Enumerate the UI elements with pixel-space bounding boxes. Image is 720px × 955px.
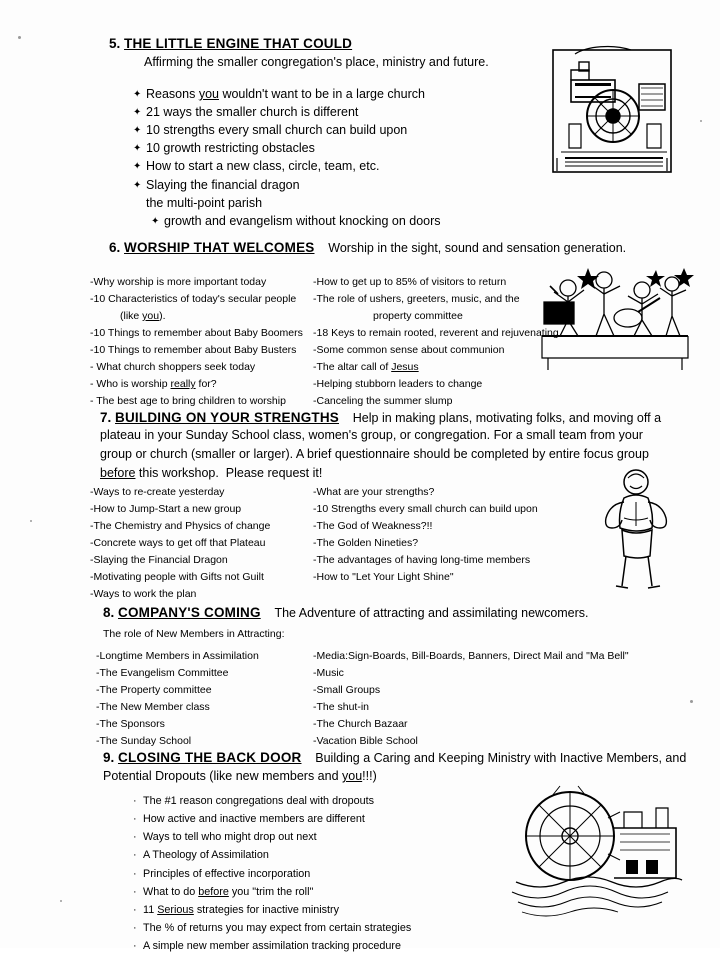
list-item: - What church shoppers seek today xyxy=(90,361,256,373)
list-item: -The advantages of having long-time members xyxy=(313,554,531,566)
dot-bullet-icon: · xyxy=(133,849,137,862)
list-item: -Canceling the summer slump xyxy=(313,395,453,407)
list-item: ✦ Reasons you wouldn't want to be in a large church xyxy=(133,86,425,101)
section-9 xyxy=(103,750,687,785)
list-item: -Some common sense about communion xyxy=(313,344,505,356)
section-9-subtitle-line-1: Building a Caring and Keeping Ministry with Inactive Members, and xyxy=(315,751,687,765)
section-7-right-column xyxy=(313,484,563,586)
section-8-left-column xyxy=(96,648,311,750)
section-6 xyxy=(109,240,669,255)
dot-bullet-icon: · xyxy=(133,940,137,952)
scan-speck xyxy=(18,36,21,39)
list-item: - The best age to bring children to worship xyxy=(90,395,286,407)
list-item: -Ways to re-create yesterday xyxy=(90,486,225,498)
list-item: -The role of ushers, greeters, music, and the xyxy=(313,293,520,305)
section-7-heading xyxy=(100,410,670,425)
list-item: -10 Characteristics of today's secular people xyxy=(90,293,297,305)
section-9-bullet-list xyxy=(133,792,493,955)
paddle-wheel-riverboat-illustration xyxy=(508,782,688,922)
scan-speck xyxy=(30,520,32,522)
list-item: -Music xyxy=(313,667,344,679)
list-item: -10 Strengths every small church can build upon xyxy=(313,503,538,515)
diamond-bullet-icon: ✦ xyxy=(133,179,142,191)
list-item: -Slaying the Financial Dragon xyxy=(90,554,228,566)
list-item: ✦ growth and evangelism without knocking on doors xyxy=(151,213,441,228)
list-item: · Ways to tell who might drop out next xyxy=(133,828,493,846)
list-item: · 11 Serious strategies for inactive ministry xyxy=(133,901,493,919)
list-item: (like you). xyxy=(120,310,166,322)
list-item: -What are your strengths? xyxy=(313,486,435,498)
scan-speck xyxy=(690,700,693,703)
list-item: ✦ 10 growth restricting obstacles xyxy=(133,141,315,156)
list-item: -How to "Let Your Light Shine" xyxy=(313,571,454,583)
section-7-title: BUILDING ON YOUR STRENGTHS xyxy=(115,410,339,425)
strong-man-flexing-illustration xyxy=(578,458,698,598)
list-item: -Helping stubborn leaders to change xyxy=(313,378,483,390)
list-item: -The Evangelism Committee xyxy=(96,667,229,679)
list-item: -How to Jump-Start a new group xyxy=(90,503,242,515)
diamond-bullet-icon: ✦ xyxy=(133,143,142,155)
section-6-right-column xyxy=(313,274,563,410)
dot-bullet-icon: · xyxy=(133,831,137,844)
list-item: -Media:Sign-Boards, Bill-Boards, Banners, Direct Mail and "Ma Bell" xyxy=(313,650,629,662)
list-item: -The shut-in xyxy=(313,701,370,713)
list-item: · How active and inactive members are different xyxy=(133,810,493,828)
list-item: ✦ 10 strengths every small church can build upon xyxy=(133,123,408,138)
section-8-lead-in: The role of New Members in Attracting: xyxy=(103,628,285,640)
list-item: -The God of Weakness?!! xyxy=(313,520,433,532)
section-7-subtitle-line-3: group or church (smaller or larger). A brief questionnaire should be completed by entire focus group xyxy=(100,446,649,461)
section-5-title: THE LITTLE ENGINE THAT COULD xyxy=(124,36,353,51)
section-9-title: CLOSING THE BACK DOOR xyxy=(118,750,302,765)
diamond-bullet-icon: ✦ xyxy=(151,215,160,227)
section-6-number: 6. xyxy=(109,240,121,255)
dot-bullet-icon: · xyxy=(133,903,137,916)
list-item: ✦ Slaying the financial dragon xyxy=(133,177,300,192)
list-item: -The altar call of Jesus xyxy=(313,361,419,373)
dot-bullet-icon: · xyxy=(133,813,137,826)
list-item: ✦ 21 ways the smaller church is different xyxy=(133,105,359,119)
list-item: · What to do before you "trim the roll" xyxy=(133,883,493,901)
list-item: -Concrete ways to get off that Plateau xyxy=(90,537,266,549)
diamond-bullet-icon: ✦ xyxy=(133,107,142,118)
list-item: -Ways to work the plan xyxy=(90,588,197,600)
dot-bullet-icon: · xyxy=(133,885,137,898)
list-item: -Why worship is more important today xyxy=(90,276,267,288)
list-item: -Small Groups xyxy=(313,684,381,696)
section-8-right-column xyxy=(313,648,643,750)
list-item: -The Golden Nineties? xyxy=(313,537,419,549)
list-item: -Longtime Members in Assimilation xyxy=(96,650,259,662)
section-8 xyxy=(103,605,673,640)
list-item: · The % of returns you may expect from certain strategies xyxy=(133,919,493,937)
list-item: -10 Things to remember about Baby Busters xyxy=(90,344,297,356)
section-9-subtitle-line-2: Potential Dropouts (like new members and you!!!) xyxy=(103,769,377,783)
list-item: · A simple new member assimilation tracking procedure xyxy=(133,937,493,955)
diamond-bullet-icon: ✦ xyxy=(133,88,142,100)
section-6-heading xyxy=(109,240,669,255)
section-8-title: COMPANY'S COMING xyxy=(118,605,261,620)
section-6-left-column xyxy=(90,274,305,410)
section-8-number: 8. xyxy=(103,605,115,620)
list-item: ✦ How to start a new class, circle, team, etc. xyxy=(133,159,380,174)
section-5-number: 5. xyxy=(109,36,121,51)
list-item: the multi-point parish xyxy=(146,195,263,210)
dot-bullet-icon: · xyxy=(133,795,137,807)
section-6-title: WORSHIP THAT WELCOMES xyxy=(124,240,315,255)
diamond-bullet-icon: ✦ xyxy=(133,125,142,137)
list-item: -The New Member class xyxy=(96,701,210,713)
section-7-number: 7. xyxy=(100,410,112,425)
list-item: · Principles of effective incorporation xyxy=(133,865,493,883)
diamond-bullet-icon: ✦ xyxy=(133,161,142,173)
list-item: -The Church Bazaar xyxy=(313,718,408,730)
list-item: · A Theology of Assimilation xyxy=(133,846,493,864)
list-item: -18 Keys to remain rooted, reverent and rejuvenating xyxy=(313,327,559,339)
list-item: -Motivating people with Gifts not Guilt xyxy=(90,571,264,583)
list-item: -Vacation Bible School xyxy=(313,735,418,747)
list-item: - Who is worship really for? xyxy=(90,378,217,390)
list-item: -The Property committee xyxy=(96,684,212,696)
section-6-subtitle: Worship in the sight, sound and sensation generation. xyxy=(328,241,627,255)
list-item: · The #1 reason congregations deal with dropouts xyxy=(133,792,493,810)
section-7-left-column xyxy=(90,484,305,603)
list-item: property committee xyxy=(373,310,463,322)
list-item: -The Sponsors xyxy=(96,718,165,730)
steam-locomotive-illustration xyxy=(535,40,695,185)
section-8-heading xyxy=(103,605,673,620)
dot-bullet-icon: · xyxy=(133,867,137,880)
section-5-subtitle: Affirming the smaller congregation's place, ministry and future. xyxy=(144,55,489,69)
section-9-heading xyxy=(103,750,687,765)
dot-bullet-icon: · xyxy=(133,921,137,934)
section-7-subtitle-line-1: Help in making plans, motivating folks, and moving off a xyxy=(352,411,662,425)
scan-speck xyxy=(60,900,62,902)
list-item: -10 Things to remember about Baby Boomers xyxy=(90,327,303,339)
section-7-subtitle-line-4: before this workshop. Please request it! xyxy=(100,465,323,480)
section-8-subtitle: The Adventure of attracting and assimilating newcomers. xyxy=(274,606,589,620)
list-item: -How to get up to 85% of visitors to return xyxy=(313,276,507,288)
praise-band-worship-illustration xyxy=(538,262,698,382)
section-7-subtitle-line-2: plateau in your Sunday School class, women's group, or congregation. For a small team from your xyxy=(100,428,643,442)
section-9-number: 9. xyxy=(103,750,115,765)
scan-speck xyxy=(700,120,702,122)
list-item: -The Chemistry and Physics of change xyxy=(90,520,271,532)
list-item: -The Sunday School xyxy=(96,735,192,747)
